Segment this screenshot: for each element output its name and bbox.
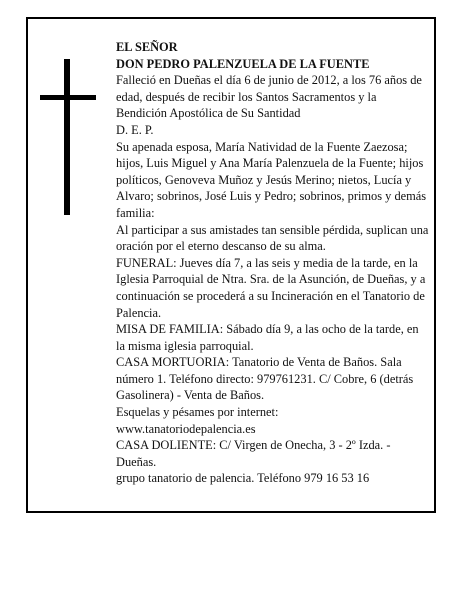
- group-paragraph: grupo tanatorio de palencia. Teléfono 979 16 53 16: [116, 471, 370, 486]
- mortuary-paragraph: CASA MORTUORIA: Tanatorio de Venta de Baños. Sala número 1. Teléfono directo: 979761231. C/ Cobre, 6 (detrás Gasolinera) - Venta de Baños.: [116, 355, 414, 403]
- funeral-paragraph: FUNERAL: Jueves día 7, a las seis y media de la tarde, en la Iglesia Parroquial de Ntra. Sra. de la Asunción, de Dueñas, y a continuación se procederá a su Incineración en el Tanatorio de Palencia.: [116, 255, 426, 320]
- death-paragraph: Falleció en Dueñas el día 6 de junio de 2012, a los 76 años de edad, después de recibir los Santos Sacramentos y la Bendición Apostólica de Su Santidad: [116, 73, 422, 121]
- home-paragraph: CASA DOLIENTE: C/ Virgen de Onecha, 3 - 2º Izda. - Dueñas.: [116, 438, 391, 469]
- internet-label: Esquelas y pésames por internet:: [116, 405, 279, 420]
- cross-vertical-bar: [64, 59, 70, 215]
- notice-body: [116, 39, 430, 487]
- dep-line: D. E. P.: [116, 122, 154, 137]
- notice-title-name: DON PEDRO PALENZUELA DE LA FUENTE: [116, 56, 370, 71]
- family-paragraph: Su apenada esposa, María Natividad de la Fuente Zaezosa; hijos, Luis Miguel y Ana María Palenzuela de la Fuente; hijos políticos, Genoveva Muñoz y Jesús Merino; nietos, Lucía y Alvaro; sobrinos, José Luis y Pedro; sobrinos, primos y demás familia:: [116, 139, 427, 220]
- obituary-notice: [26, 17, 436, 513]
- request-paragraph: Al participar a sus amistades tan sensible pérdida, suplican una oración por el eterno descanso de su alma.: [116, 222, 429, 254]
- mass-paragraph: MISA DE FAMILIA: Sábado día 9, a las ocho de la tarde, en la misma iglesia parroquial.: [116, 322, 419, 353]
- internet-url: www.tanatoriodepalencia.es: [116, 421, 256, 436]
- cross-icon: [40, 59, 96, 215]
- notice-title-line1: EL SEÑOR: [116, 40, 178, 54]
- cross-horizontal-bar: [40, 95, 96, 100]
